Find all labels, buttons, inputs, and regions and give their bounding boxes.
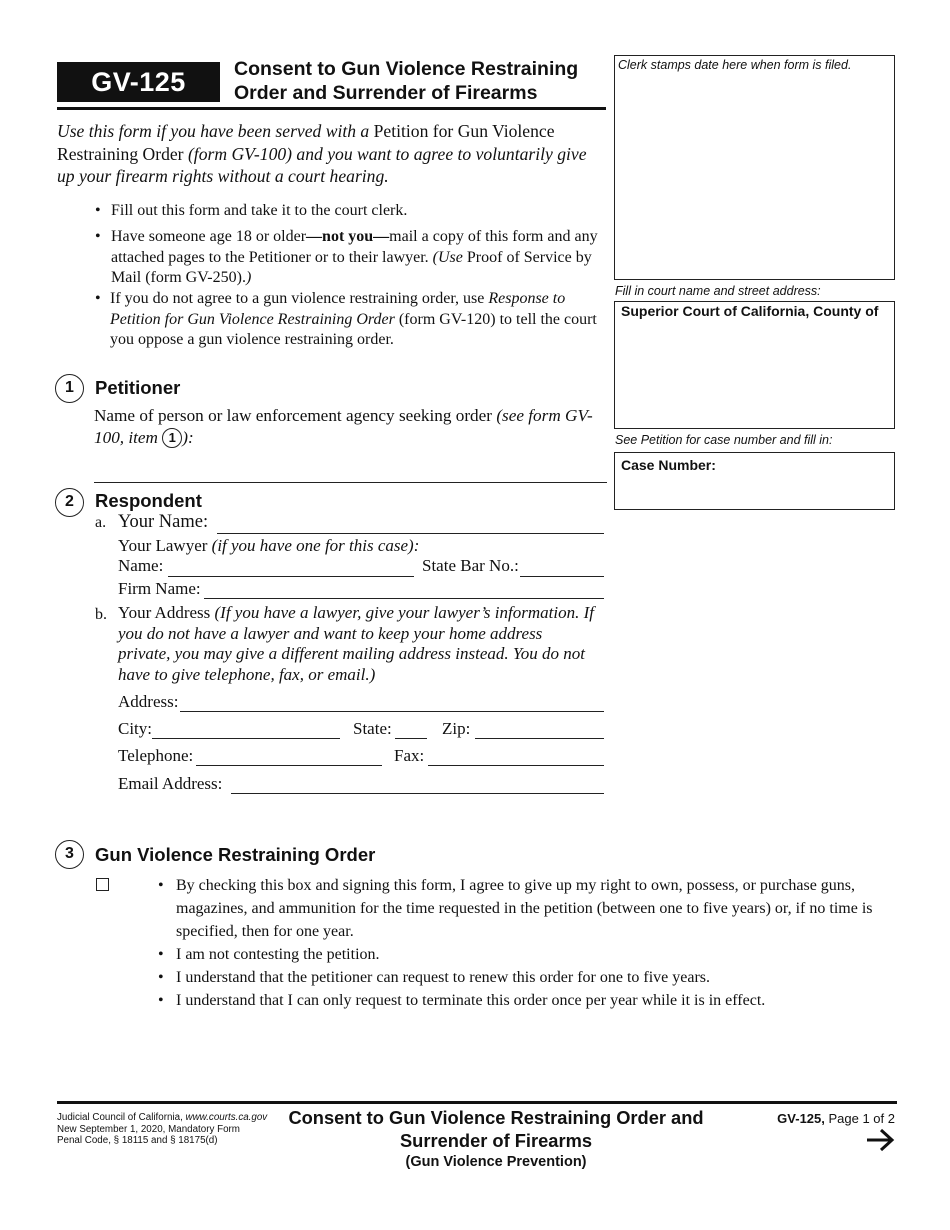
your-address-instructions xyxy=(118,603,598,686)
telephone-label: Telephone: xyxy=(118,746,194,765)
footer-divider xyxy=(57,1101,897,1104)
fax-field[interactable] xyxy=(428,765,604,766)
petitioner-note-end: ): xyxy=(182,427,194,447)
right-arrow-icon[interactable] xyxy=(864,1127,896,1153)
footer-title xyxy=(280,1106,712,1172)
consent-bullet-3 xyxy=(158,966,896,989)
consent-bullet-text: I understand that I can only request to terminate this order once per year while it is in effect. xyxy=(176,992,766,1009)
telephone-field[interactable] xyxy=(196,765,382,766)
your-lawyer-label xyxy=(118,536,419,556)
instruction-text: mail a copy of this form and any attached pages to the Petitioner or to their lawyer. xyxy=(111,228,598,266)
bullet-icon: • xyxy=(158,969,164,986)
city-label: City: xyxy=(118,719,153,738)
bullet-icon: • xyxy=(158,946,164,963)
instruction-text: (form GV-120) to tell the court you oppose a gun violence restraining order. xyxy=(110,310,597,348)
your-name-field[interactable] xyxy=(217,533,604,534)
instruction-text: If you do not agree to a gun violence restraining order, use xyxy=(110,290,489,307)
clerk-stamp-box xyxy=(614,55,895,280)
city-field[interactable] xyxy=(152,738,340,739)
footer-code: Penal Code, § 18115 and § 18175(d) xyxy=(57,1135,218,1146)
bullet-icon: • xyxy=(95,202,101,219)
zip-field[interactable] xyxy=(475,738,604,739)
petitioner-name-field[interactable] xyxy=(94,482,607,483)
footer-page-info xyxy=(740,1111,895,1126)
footer-legal-info xyxy=(57,1112,267,1147)
section-3-number: 3 xyxy=(55,840,84,869)
email-label: Email Address: xyxy=(118,774,223,793)
instruction-bullet-1 xyxy=(95,201,601,222)
intro-text xyxy=(57,120,602,188)
petitioner-text: Name of person or law enforcement agency seeking order xyxy=(94,406,497,425)
instruction-text: ) xyxy=(245,269,252,286)
lawyer-name-field[interactable] xyxy=(168,576,414,577)
item-a-marker: a. xyxy=(95,514,107,531)
instruction-text: Fill out this form and take it to the court clerk. xyxy=(111,202,408,219)
your-address-text: Your Address xyxy=(118,603,215,622)
consent-bullets xyxy=(158,874,896,1012)
footer-subtitle: (Gun Violence Prevention) xyxy=(405,1154,587,1170)
lawyer-name-label: Name: xyxy=(118,556,164,575)
section-3-title: Gun Violence Restraining Order xyxy=(95,844,376,865)
consent-bullet-text: I am not contesting the petition. xyxy=(176,946,380,963)
footer-website-link[interactable]: www.courts.ca.gov xyxy=(185,1112,268,1123)
state-label: State: xyxy=(353,719,392,738)
section-1-number: 1 xyxy=(55,374,84,403)
section-1-title: Petitioner xyxy=(95,377,181,398)
footer-date: New September 1, 2020, Mandatory Form xyxy=(57,1123,240,1135)
petitioner-instructions xyxy=(94,405,594,448)
consent-checkbox[interactable] xyxy=(96,878,109,891)
consent-bullet-2 xyxy=(158,943,896,966)
firm-name-field[interactable] xyxy=(204,598,604,599)
case-number-label: See Petition for case number and fill in: xyxy=(615,433,833,447)
email-field[interactable] xyxy=(231,793,604,794)
proof-of-service-ref: Proof of Service by Mail (form GV-250). xyxy=(111,248,592,286)
petitioner-note: (see form GV-100, item xyxy=(94,406,593,447)
address-field[interactable] xyxy=(180,711,604,712)
address-label: Address: xyxy=(118,692,179,711)
footer-page-number: Page 1 of 2 xyxy=(824,1111,895,1126)
consent-bullet-4 xyxy=(158,989,896,1012)
instruction-emphasis: —not you— xyxy=(306,228,390,245)
bullet-icon: • xyxy=(95,290,101,307)
clerk-stamp-note: Clerk stamps date here when form is filed. xyxy=(618,58,852,72)
court-name-field[interactable] xyxy=(614,301,895,429)
section-2-title: Respondent xyxy=(95,490,202,511)
footer-title-line1: Consent to Gun Violence Restraining Order and xyxy=(288,1107,704,1128)
form-title-line1: Consent to Gun Violence Restraining xyxy=(234,58,579,80)
footer-form-ref: GV-125, xyxy=(777,1111,825,1126)
intro-petition-ref: Petition for Gun Violence Restraining Order xyxy=(57,121,555,164)
bullet-icon: • xyxy=(158,992,164,1009)
your-address-note: (If you have a lawyer, give your lawyer’s information. If you do not have a lawyer and want to keep your home address private, you may give a different mailing address instead. You do not have to give telephone, fax, or email.) xyxy=(118,603,594,685)
zip-label: Zip: xyxy=(442,719,471,738)
firm-name-label: Firm Name: xyxy=(118,579,201,598)
form-title xyxy=(234,57,614,105)
instruction-text: Have someone age 18 or older xyxy=(111,228,307,245)
bullet-icon: • xyxy=(158,877,164,894)
your-lawyer-note: (if you have one for this case): xyxy=(211,536,420,555)
your-name-label: Your Name: xyxy=(118,512,209,532)
item-1-ref-icon: 1 xyxy=(162,428,182,448)
court-name-text: Superior Court of California, County of xyxy=(621,303,879,319)
footer-council-text: Judicial Council of California, xyxy=(57,1112,186,1123)
footer-title-line2: Surrender of Firearms xyxy=(399,1130,592,1151)
state-bar-label: State Bar No.: xyxy=(422,556,519,575)
intro-part3: (form GV-100) and you want to agree to voluntarily give up your firearm rights without a court hearing. xyxy=(57,143,587,186)
item-b-marker: b. xyxy=(95,606,107,623)
your-lawyer-text: Your Lawyer xyxy=(118,536,212,555)
instruction-bullet-2 xyxy=(95,227,605,289)
bullet-icon: • xyxy=(95,228,101,245)
footer-council xyxy=(57,1112,267,1124)
instruction-text: (Use xyxy=(432,248,467,266)
response-form-ref: Response to Petition for Gun Violence Restraining Order xyxy=(110,290,566,328)
case-number-text: Case Number: xyxy=(621,457,716,473)
consent-bullet-text: By checking this box and signing this form, I agree to give up my right to own, possess, or purchase guns, magazines, and ammunition for the time requested in the petition (between one to five years) or, if no time is specified, then for one year. xyxy=(176,877,873,940)
court-name-label: Fill in court name and street address: xyxy=(615,284,821,298)
state-bar-field[interactable] xyxy=(520,576,604,577)
section-2-number: 2 xyxy=(55,488,84,517)
fax-label: Fax: xyxy=(394,746,425,765)
state-field[interactable] xyxy=(395,738,427,739)
form-number-badge: GV-125 xyxy=(57,62,220,102)
instruction-bullet-3 xyxy=(95,289,606,351)
consent-bullet-1 xyxy=(158,874,896,943)
form-title-line2: Order and Surrender of Firearms xyxy=(234,82,538,104)
intro-part1: Use this form if you have been served with a xyxy=(57,121,374,141)
consent-bullet-text: I understand that the petitioner can request to renew this order for one to five years. xyxy=(176,969,711,986)
header-divider xyxy=(57,107,606,110)
